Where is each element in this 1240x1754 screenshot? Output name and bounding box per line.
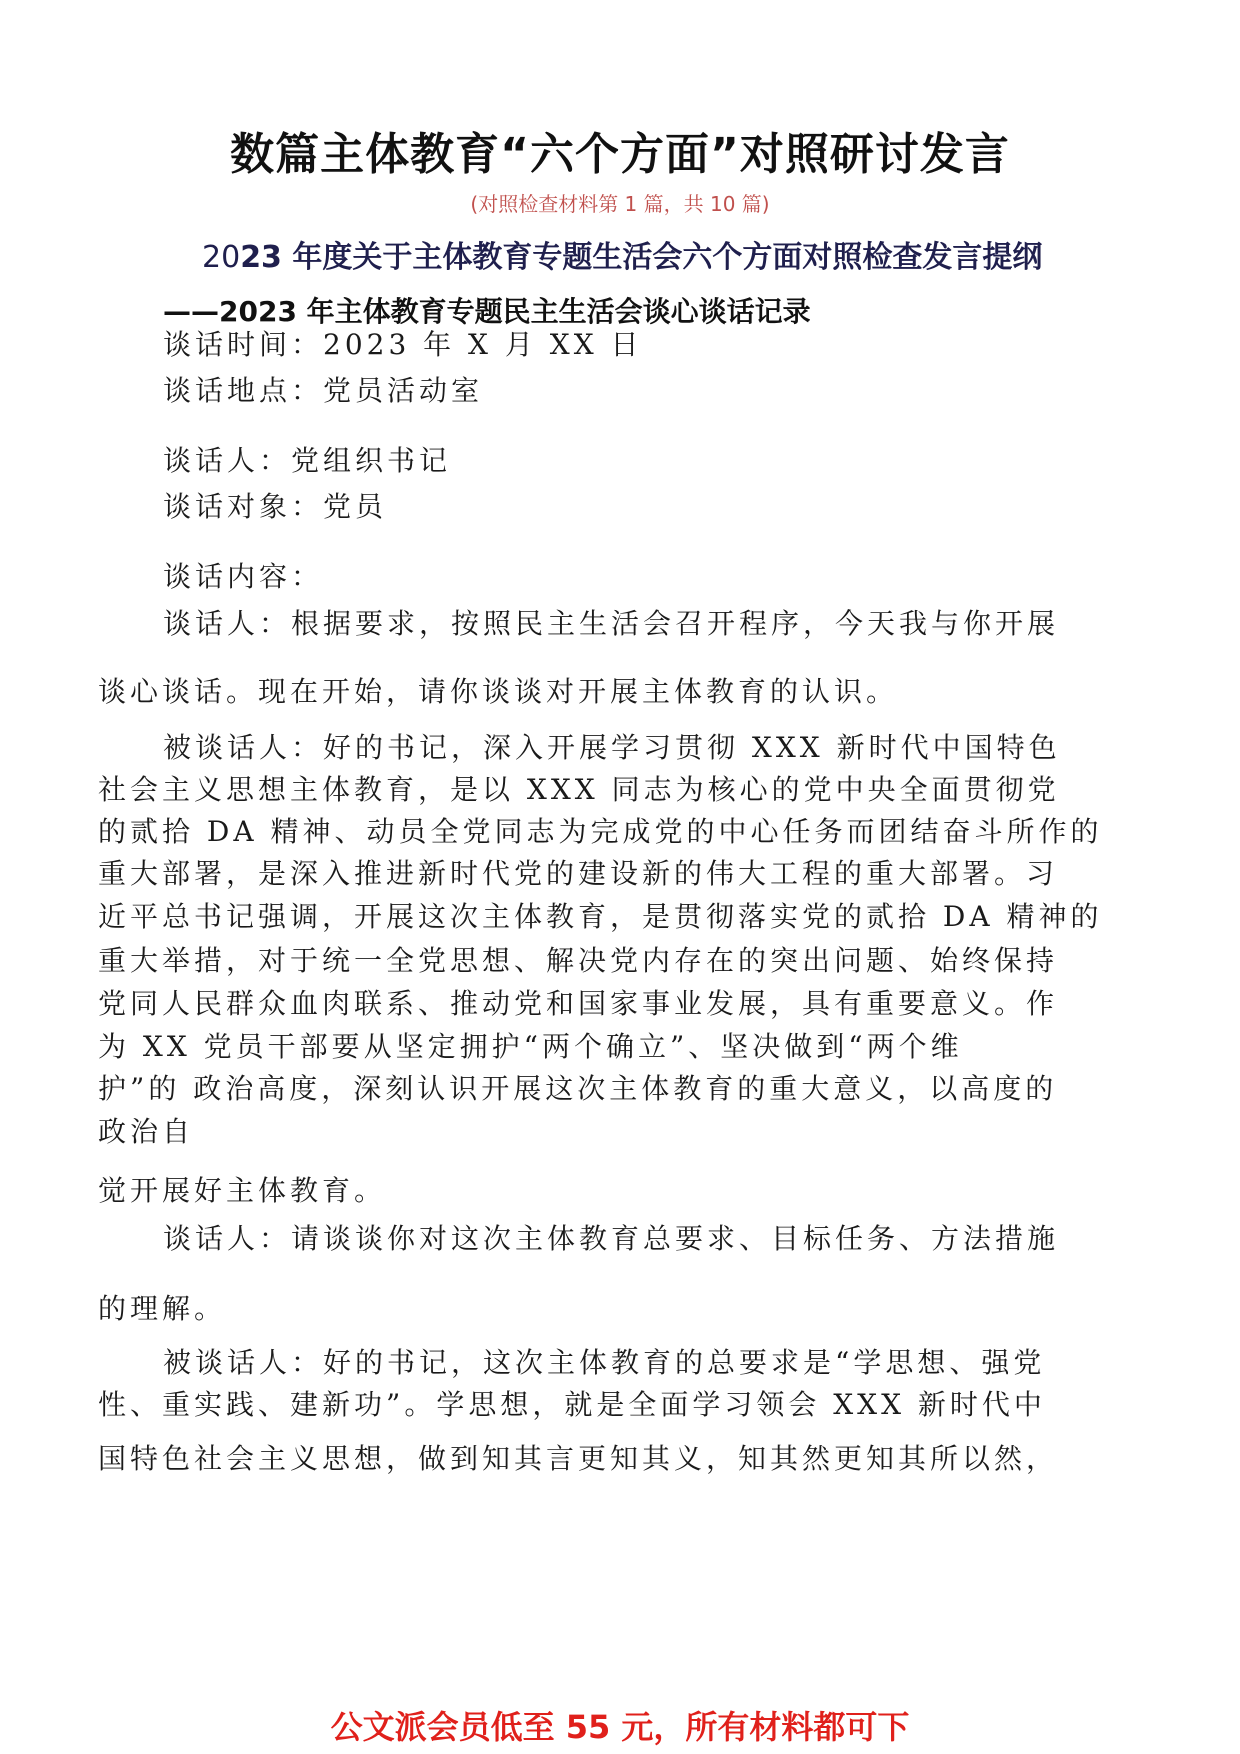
section-heading-number: 20 [202,240,241,275]
text-line: 重大部署，是深入推进新时代党的建设新的伟大工程的重大部署。习 [98,857,1059,890]
text-line: 谈话人：党组织书记 [163,444,452,477]
section-heading [202,232,1042,276]
text-line: 谈话人：请谈谈你对这次主体教育总要求、目标任务、方法措施 [163,1222,1060,1255]
text-line: 近平总书记强调，开展这次主体教育，是贯彻落实党的贰拾 DA 精神的 [98,900,1103,933]
text-line: 为 XX 党员干部要从坚定拥护“两个确立”、坚决做到“两个维 [98,1030,963,1063]
text-line: 国特色社会主义思想，做到知其言更知其义，知其然更知其所以然， [98,1442,1059,1475]
footer-promo: 公文派会员低至 55 元，所有材料都可下 [330,1708,910,1746]
text-line: 谈心谈话。现在开始，请你谈谈对开展主体教育的认识。 [98,675,899,708]
document-note: (对照检查材料第 1 篇，共 10 篇) [470,192,770,216]
text-line: 谈话内容： [163,560,324,593]
text-line: 的理解。 [98,1292,227,1325]
section-subheading: ——2023 年主体教育专题民主生活会谈心谈话记录 [163,295,811,328]
text-line: 护”的 政治高度，深刻认识开展这次主体教育的重大意义，以高度的 [98,1072,1058,1105]
text-line: 重大举措，对于统一全党思想、解决党内存在的突出问题、始终保持 [98,944,1059,977]
text-line: 政治自 [98,1115,195,1148]
text-line: 的贰拾 DA 精神、动员全党同志为完成党的中心任务而团结奋斗所作的 [98,815,1103,848]
text-line: 性、重实践、建新功”。学思想，就是全面学习领会 XXX 新时代中 [98,1388,1046,1421]
text-line: 被谈话人：好的书记，深入开展学习贯彻 XXX 新时代中国特色 [163,731,1061,764]
text-line: 谈话对象：党员 [163,490,388,523]
section-heading-text: 23 年度关于主体教育专题生活会六个方面对照检查发言提纲 [240,240,1043,275]
text-line: 被谈话人：好的书记，这次主体教育的总要求是“学思想、强党 [163,1346,1046,1379]
text-line: 社会主义思想主体教育，是以 XXX 同志为核心的党中央全面贯彻党 [98,773,1060,806]
text-line: 谈话时间：2023 年 X 月 XX 日 [163,328,643,361]
text-line: 谈话人：根据要求，按照民主生活会召开程序，今天我与你开展 [163,607,1060,640]
document-title: 数篇主体教育“六个方面”对照研讨发言 [230,129,1010,180]
text-line: 党同人民群众血肉联系、推动党和国家事业发展，具有重要意义。作 [98,987,1059,1020]
text-line: 谈话地点：党员活动室 [163,374,484,407]
text-line: 觉开展好主体教育。 [98,1174,387,1207]
